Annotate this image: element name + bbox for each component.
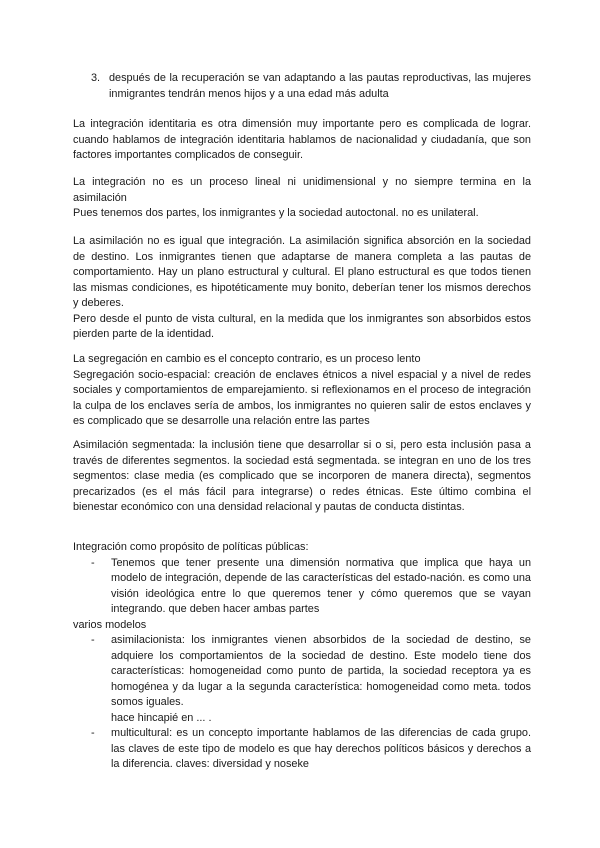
paragraph-linear-line2: Pues tenemos dos partes, los inmigrantes y la sociedad autoctonal. no es unilateral. — [73, 207, 479, 219]
policy-section — [73, 540, 531, 773]
paragraph-identity-text: La integración identitaria es otra dimensión muy importante pero es complicada de lograr. cuando hablamos de integración identitaria hablamos de nacionalidad y ciudadanía, que son factores importantes complicados de conseguir. — [73, 118, 531, 161]
paragraph-segmented — [73, 438, 531, 516]
model-assimilationist-extra: hace hincapié en ... . — [111, 711, 212, 724]
paragraph-segregation-line2: Segregación socio-espacial: creación de enclaves étnicos a nivel espacial y a nivel de redes sociales y comportamientos de emparejamiento. si reflexionamos en el proceso de integración la culpa de los enclaves sería de ambos, los inmigrantes no quieren salir de estos enclaves y es complicado que se desarrolle una relación entre las partes — [73, 368, 531, 427]
model-multicultural — [73, 726, 531, 773]
paragraph-segregation-line1: La segregación en cambio es el concepto contrario, es un proceso lento — [73, 353, 421, 365]
paragraph-linear — [73, 175, 531, 222]
paragraph-assimilation-main: La asimilación no es igual que integración. La asimilación significa absorción en la sociedad de destino. Los inmigrantes tienen que adaptarse de manera completa a las pautas de comportamiento. Hay un plano estructural y cultural. El plano estructural es que todos tienen las mismas condiciones, es hipotéticamente muy bonito, deberían tener los mismos derechos y deberes. — [73, 235, 531, 309]
numbered-list-item — [91, 71, 531, 102]
policy-bullet-text: Tenemos que tener presente una dimensión normativa que implica que haya un modelo de integración, depende de las características del estado-nación. es como una visión ideológica entre lo que queremos tener y cómo queremos que se vayan integrando. que deben hacer ambas partes — [111, 556, 531, 615]
paragraph-segmented-text: Asimilación segmentada: la inclusión tiene que desarrollar si o si, pero esta inclusión pasa a través de diferentes segmentos. la sociedad está segmentada. se integran en uno de los tres segmentos: clase media (es complicado que se incorporen de manera directa), segmentos precarizados (es el más fácil para integrarse) o redes étnicas. Este último combina el bienestar económico con una densidad relacional y pautas de conducta distintas. — [73, 439, 531, 513]
policy-bullet — [73, 556, 531, 618]
model-assimilationist-text: asimilacionista: los inmigrantes vienen absorbidos de la sociedad de destino, se adquiere los comportamientos de la sociedad de destino. Este modelo tiene dos características: homogeneidad como punto de partida, la sociedad receptora ya es homogénea y da lugar a la segunda característica: homogeneidad como meta. todos somos iguales. — [111, 634, 531, 708]
paragraph-segregation — [73, 352, 531, 430]
model-assimilationist — [73, 633, 531, 726]
paragraph-identity — [73, 117, 531, 164]
paragraph-linear-line1: La integración no es un proceso lineal ni unidimensional y no siempre termina en la asimilación — [73, 176, 531, 204]
bullet-dash: - — [91, 727, 95, 739]
policy-heading: Integración como propósito de políticas públicas: — [73, 541, 309, 553]
model-multicultural-text: multicultural: es un concepto importante hablamos de las diferencias de cada grupo. las claves de este tipo de modelo es que hay derechos políticos básicos y derechos a la diferencia. claves: diversidad y noseke — [111, 727, 531, 770]
list-item-text: después de la recuperación se van adaptando a las pautas reproductivas, las mujeres inmigrantes tendrán menos hijos y a una edad más adulta — [109, 72, 531, 100]
bullet-dash: - — [91, 634, 95, 646]
models-heading: varios modelos — [73, 618, 147, 631]
list-number: 3. — [91, 72, 101, 84]
paragraph-assimilation-cultural: Pero desde el punto de vista cultural, en la medida que los inmigrantes son absorbidos estos pierden parte de la identidad. — [73, 312, 531, 340]
bullet-dash: - — [91, 556, 95, 569]
paragraph-assimilation — [73, 234, 531, 343]
